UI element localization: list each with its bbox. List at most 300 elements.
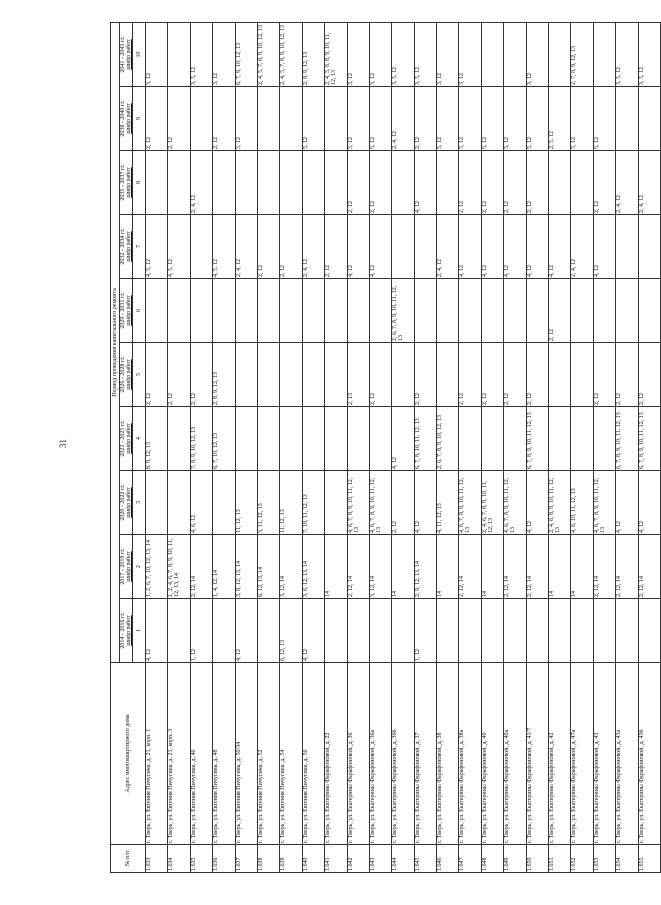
num-header: № п/п bbox=[111, 845, 146, 873]
work-code-cell: 4, 12 bbox=[549, 215, 571, 279]
work-code-cell bbox=[146, 471, 168, 535]
work-code-cell: 2, 12 bbox=[638, 343, 660, 407]
row-number: 1.655 bbox=[638, 845, 660, 873]
work-code-cell bbox=[302, 151, 324, 215]
work-code-cell: 5, 12 bbox=[459, 87, 481, 151]
work-code-cell: 3, 6, 12, 13, 14 bbox=[302, 535, 324, 599]
work-code-cell bbox=[549, 343, 571, 407]
work-code-cell: 5, 12 bbox=[347, 87, 369, 151]
work-code-cell bbox=[571, 279, 593, 343]
table-row bbox=[437, 22, 459, 872]
work-code-cell: 3, 12 bbox=[369, 22, 391, 86]
work-code-cell: 2, 4, 12 bbox=[235, 215, 257, 279]
work-code-cell bbox=[504, 599, 526, 663]
work-code-cell: 2, 12 bbox=[392, 471, 414, 535]
work-code-cell: 6, 7, 10, 12, 13 bbox=[213, 407, 235, 471]
work-code-cell bbox=[190, 279, 212, 343]
work-code-cell: 2, 12, 14 bbox=[638, 535, 660, 599]
page-number: 31 bbox=[58, 439, 68, 448]
work-code-cell: 7, 8, 9, 10, 12, 13 bbox=[190, 407, 212, 471]
work-code-cell: 4, 6, 7, 8, 9, 10, 11, 12, 13 bbox=[504, 471, 526, 535]
work-code-cell bbox=[325, 343, 347, 407]
work-code-cell: 5, 12 bbox=[302, 87, 324, 151]
work-code-cell: 4, 5, 12 bbox=[146, 215, 168, 279]
row-address: г. Тверь, ул. Евгения Пичугина, д. 52 bbox=[257, 663, 279, 845]
work-code-cell bbox=[616, 215, 638, 279]
row-number: 1.639 bbox=[280, 845, 302, 873]
work-code-cell: 2, 12 bbox=[146, 87, 168, 151]
work-code-cell: 5, 12 bbox=[526, 87, 548, 151]
row-address: г. Тверь, ул. Екатерины Фарафоновой, д. 38а bbox=[459, 663, 481, 845]
table-row bbox=[213, 22, 235, 872]
work-code-cell: 4, 6, 7, 8, 9, 10, 11, 12, 13 bbox=[347, 471, 369, 535]
work-code-cell: 5, 12 bbox=[571, 87, 593, 151]
work-code-cell: 2, 12 bbox=[504, 343, 526, 407]
work-code-cell: 4, 12 bbox=[302, 599, 324, 663]
work-code-cell bbox=[616, 87, 638, 151]
work-code-cell bbox=[302, 343, 324, 407]
work-code-cell: 3, 5, 12 bbox=[414, 22, 436, 86]
work-code-cell: 2, 12 bbox=[280, 215, 302, 279]
work-code-cell: 2, 12 bbox=[168, 87, 190, 151]
column-number: 6 bbox=[133, 279, 146, 343]
work-code-cell: 6, 7, 8, 10, 11, 12, 13 bbox=[414, 407, 436, 471]
work-code-cell bbox=[213, 471, 235, 535]
row-address: г. Тверь, ул. Екатерины Фарафоновой, д. 22 bbox=[325, 663, 347, 845]
work-code-cell: 3, 5, 12 bbox=[190, 22, 212, 86]
work-code-cell: 14 bbox=[571, 535, 593, 599]
work-code-cell: 2, 9, 12, 13, 14 bbox=[414, 535, 436, 599]
work-code-cell bbox=[437, 279, 459, 343]
table-body bbox=[146, 22, 661, 872]
work-code-label: шифр работ bbox=[126, 423, 132, 454]
work-code-cell bbox=[213, 599, 235, 663]
column-number: 5 bbox=[133, 343, 146, 407]
work-code-cell bbox=[325, 151, 347, 215]
work-code-cell bbox=[593, 599, 615, 663]
column-number: 2 bbox=[133, 535, 146, 599]
work-code-cell bbox=[369, 599, 391, 663]
work-code-cell: 4, 12 bbox=[481, 215, 503, 279]
work-code-cell: 6, 12, 13 bbox=[280, 599, 302, 663]
work-code-cell bbox=[280, 407, 302, 471]
work-code-cell: 2, 12 bbox=[146, 343, 168, 407]
work-code-cell: 1, 12 bbox=[414, 599, 436, 663]
work-code-cell bbox=[414, 279, 436, 343]
work-code-cell: 1, 12 bbox=[190, 599, 212, 663]
work-code-cell bbox=[392, 599, 414, 663]
work-code-cell: 4, 12 bbox=[392, 407, 414, 471]
work-code-cell bbox=[369, 407, 391, 471]
work-code-cell: 2, 12 bbox=[593, 151, 615, 215]
work-code-cell: 2, 12, 14 bbox=[504, 535, 526, 599]
work-code-cell: 2, 6, 7, 8, 9, 10, 11, 12, 13 bbox=[392, 279, 414, 343]
period-label: 2035 - 2037 гг. bbox=[120, 164, 126, 201]
row-number: 1.643 bbox=[369, 845, 391, 873]
work-code-cell: 2, 12, 14 bbox=[526, 535, 548, 599]
period-header: Период проведения капитального ремонта bbox=[111, 22, 120, 662]
table-row bbox=[549, 22, 571, 872]
table-row bbox=[571, 22, 593, 872]
work-code-label: шифр работ bbox=[126, 167, 132, 198]
work-code-cell bbox=[257, 151, 279, 215]
work-code-cell: 6, 7, 8, 9, 10, 11, 12, 13 bbox=[616, 407, 638, 471]
period-column-header bbox=[120, 279, 133, 343]
work-code-cell: 2, 12 bbox=[549, 279, 571, 343]
work-code-cell bbox=[168, 471, 190, 535]
work-code-cell: 14 bbox=[549, 535, 571, 599]
work-code-cell: 4, 12 bbox=[616, 471, 638, 535]
work-code-cell bbox=[257, 343, 279, 407]
work-code-cell bbox=[168, 279, 190, 343]
work-code-cell bbox=[235, 151, 257, 215]
work-code-cell bbox=[325, 279, 347, 343]
work-code-cell bbox=[459, 407, 481, 471]
work-code-cell bbox=[280, 87, 302, 151]
table-row bbox=[459, 22, 481, 872]
work-code-cell bbox=[168, 151, 190, 215]
work-code-cell: 6, 12, 13, 14 bbox=[257, 535, 279, 599]
row-number: 1.654 bbox=[616, 845, 638, 873]
row-number: 1.651 bbox=[549, 845, 571, 873]
work-code-cell bbox=[504, 279, 526, 343]
work-code-label: шифр работ bbox=[126, 487, 132, 518]
work-code-cell: 4, 11, 12, 13 bbox=[437, 471, 459, 535]
work-code-cell: 4, 12 bbox=[369, 215, 391, 279]
work-code-cell: 2, 12 bbox=[504, 151, 526, 215]
row-number: 1.637 bbox=[235, 845, 257, 873]
period-column-header bbox=[120, 87, 133, 151]
work-code-cell: 3, 12 bbox=[213, 22, 235, 86]
work-code-cell: 2, 4, 12 bbox=[638, 151, 660, 215]
work-code-cell: 4, 12 bbox=[459, 215, 481, 279]
work-code-cell bbox=[235, 407, 257, 471]
row-address: г. Тверь, ул. Евгения Пичугина, д. 54 bbox=[280, 663, 302, 845]
work-code-cell bbox=[437, 599, 459, 663]
row-address: г. Тверь, ул. Евгения Пичугина, д. 46 bbox=[190, 663, 212, 845]
work-code-cell: 4, 12 bbox=[235, 599, 257, 663]
work-code-cell bbox=[213, 279, 235, 343]
work-code-cell: 5, 12 bbox=[504, 87, 526, 151]
period-column-header bbox=[120, 22, 133, 86]
table-row bbox=[526, 22, 548, 872]
work-code-cell: 4, 6, 7, 8, 9, 10, 11, 12, 13 bbox=[593, 471, 615, 535]
work-code-cell: 4, 12 bbox=[146, 599, 168, 663]
work-code-cell bbox=[593, 407, 615, 471]
work-code-cell: 4, 12 bbox=[526, 471, 548, 535]
table-row bbox=[414, 22, 436, 872]
table-row bbox=[168, 22, 190, 872]
row-number: 1.649 bbox=[504, 845, 526, 873]
column-number: 3 bbox=[133, 471, 146, 535]
table-row bbox=[280, 22, 302, 872]
table-row bbox=[257, 22, 279, 872]
table-row bbox=[638, 22, 660, 872]
period-label: 2029 - 2031 гг. bbox=[120, 292, 126, 329]
period-column-header bbox=[120, 407, 133, 471]
work-code-cell: 4, 6, 10, 11, 12, 13 bbox=[571, 471, 593, 535]
row-number: 1.652 bbox=[571, 845, 593, 873]
period-column-header bbox=[120, 535, 133, 599]
work-code-label: шифр работ bbox=[126, 103, 132, 134]
period-column-header bbox=[120, 151, 133, 215]
row-number: 1.648 bbox=[481, 845, 503, 873]
work-code-label: шифр работ bbox=[126, 551, 132, 582]
row-address: г. Тверь, ул. Екатерины Фарафоновой, д. 42 bbox=[549, 663, 571, 845]
row-address: г. Тверь, ул. Екатерины Фарафоновой, д. 37 bbox=[414, 663, 436, 845]
work-code-cell: 5, 12 bbox=[593, 87, 615, 151]
table-row bbox=[302, 22, 324, 872]
capital-repair-table bbox=[110, 22, 661, 873]
work-code-cell: 2, 12, 14 bbox=[190, 535, 212, 599]
work-code-cell: 6, 7, 9, 10, 12, 13 bbox=[235, 22, 257, 86]
table-row bbox=[347, 22, 369, 872]
work-code-cell: 3, 12 bbox=[347, 22, 369, 86]
work-code-cell: 2, 4, 12 bbox=[437, 215, 459, 279]
work-code-cell: 4, 12 bbox=[526, 215, 548, 279]
table-row bbox=[504, 22, 526, 872]
work-code-cell: 3, 11, 12, 13 bbox=[257, 471, 279, 535]
work-code-cell: 2, 12 bbox=[593, 343, 615, 407]
work-code-cell: 2, 12 bbox=[347, 151, 369, 215]
period-column-header bbox=[120, 343, 133, 407]
column-number: 10 bbox=[133, 22, 146, 86]
work-code-cell: 3, 5, 12 bbox=[638, 22, 660, 86]
row-number: 1.645 bbox=[414, 845, 436, 873]
work-code-cell: 3, 12, 14 bbox=[369, 535, 391, 599]
period-label: 2017 - 2019 гг. bbox=[120, 548, 126, 585]
work-code-cell: 2, 4, 5, 7, 8, 9, 10, 12, 13 bbox=[280, 22, 302, 86]
work-code-cell: 2, 12 bbox=[526, 151, 548, 215]
work-code-cell: 3, 12 bbox=[526, 22, 548, 86]
work-code-cell bbox=[235, 343, 257, 407]
work-code-cell: 14 bbox=[437, 535, 459, 599]
work-code-cell: 2, 12 bbox=[325, 215, 347, 279]
work-code-cell: 3, 12 bbox=[437, 22, 459, 86]
address-header: Адрес многоквартирного дома bbox=[111, 663, 146, 845]
work-code-cell bbox=[190, 215, 212, 279]
work-code-cell bbox=[437, 343, 459, 407]
work-code-cell: 3, 5, 12 bbox=[616, 22, 638, 86]
table-header bbox=[111, 22, 146, 872]
work-code-cell bbox=[638, 599, 660, 663]
work-code-cell bbox=[257, 407, 279, 471]
work-code-label: шифр работ bbox=[126, 231, 132, 262]
work-code-cell bbox=[481, 599, 503, 663]
work-code-cell: 2, 5, 12 bbox=[549, 87, 571, 151]
row-number: 1.647 bbox=[459, 845, 481, 873]
work-code-cell: 2, 12 bbox=[481, 343, 503, 407]
work-code-cell: 2, 12 bbox=[414, 343, 436, 407]
work-code-cell bbox=[302, 407, 324, 471]
work-code-cell bbox=[549, 599, 571, 663]
work-code-cell bbox=[280, 151, 302, 215]
table-row bbox=[392, 22, 414, 872]
work-code-cell: 1, 4, 12, 14 bbox=[213, 535, 235, 599]
work-code-label: шифр работ bbox=[126, 39, 132, 70]
work-code-cell bbox=[168, 599, 190, 663]
work-code-cell bbox=[146, 151, 168, 215]
row-address: г. Тверь, ул. Евгения Пичугина, д. 56 bbox=[302, 663, 324, 845]
column-number: 8 bbox=[133, 151, 146, 215]
work-code-cell: 2, 6, 7, 8, 9, 10, 12, 13 bbox=[437, 407, 459, 471]
work-code-label: шифр работ bbox=[126, 359, 132, 390]
row-address: г. Тверь, ул. Екатерины Фарафоновой, д. 38 bbox=[437, 663, 459, 845]
period-column-header bbox=[120, 215, 133, 279]
work-code-cell: 2, 12, 14 bbox=[459, 535, 481, 599]
work-code-cell bbox=[392, 215, 414, 279]
work-code-cell bbox=[168, 22, 190, 86]
work-code-cell: 2, 12 bbox=[414, 87, 436, 151]
row-number: 1.640 bbox=[302, 845, 324, 873]
work-code-cell bbox=[593, 22, 615, 86]
work-code-cell: 2, 12 bbox=[616, 343, 638, 407]
work-code-cell bbox=[257, 279, 279, 343]
work-code-cell: 2, 4, 12 bbox=[392, 87, 414, 151]
table-row bbox=[325, 22, 347, 872]
row-address: г. Тверь, ул. Екатерины Фарафоновой, д. 47а bbox=[571, 663, 593, 845]
work-code-cell: 2, 4, 12 bbox=[190, 151, 212, 215]
work-code-cell: 3, 5, 12 bbox=[392, 22, 414, 86]
work-code-cell: 8, 9, 12, 13 bbox=[146, 407, 168, 471]
work-code-cell bbox=[638, 279, 660, 343]
work-code-cell bbox=[347, 599, 369, 663]
work-code-cell: 2, 8, 9, 12, 13 bbox=[213, 343, 235, 407]
work-code-cell: 1, 2, 6, 7, 10, 12, 13, 14 bbox=[146, 535, 168, 599]
work-code-cell: 2, 4, 6, 7, 8, 9, 10, 11, 12, 13 bbox=[481, 471, 503, 535]
row-address: г. Тверь, ул. Екатерины Фарафоновой, д. 36а bbox=[369, 663, 391, 845]
work-code-cell: 5, 12 bbox=[235, 87, 257, 151]
work-code-cell: 3, 8, 12, 13, 14 bbox=[235, 535, 257, 599]
work-code-cell bbox=[481, 407, 503, 471]
row-address: г. Тверь, ул. Екатерины Фарафоновой, д. 40а bbox=[504, 663, 526, 845]
row-address: г. Тверь, ул. Екатерины Фарафоновой, д. 43б bbox=[638, 663, 660, 845]
row-number: 1.641 bbox=[325, 845, 347, 873]
work-code-cell bbox=[257, 87, 279, 151]
work-code-cell bbox=[571, 151, 593, 215]
work-code-cell bbox=[325, 599, 347, 663]
work-code-cell bbox=[325, 407, 347, 471]
work-code-cell: 2, 13 bbox=[347, 343, 369, 407]
work-code-cell: 4, 5, 12 bbox=[168, 215, 190, 279]
period-label: 2032 - 2034 гг. bbox=[120, 228, 126, 265]
work-code-cell bbox=[302, 279, 324, 343]
work-code-cell: 2, 12, 14 bbox=[616, 535, 638, 599]
work-code-cell: 2, 7, 8, 9, 12, 13 bbox=[571, 22, 593, 86]
work-code-cell bbox=[146, 279, 168, 343]
work-code-cell bbox=[549, 407, 571, 471]
table-row bbox=[481, 22, 503, 872]
row-address: г. Тверь, ул. Евгения Пичугина, д. 21, корп. 3 bbox=[168, 663, 190, 845]
work-code-cell: 2, 4, 12 bbox=[571, 215, 593, 279]
work-code-cell bbox=[392, 343, 414, 407]
row-address: г. Тверь, ул. Екатерины Фарафоновой, д. 43а bbox=[616, 663, 638, 845]
row-address: г. Тверь, ул. Евгения Пичугина, д. 21, корп. 1 bbox=[146, 663, 168, 845]
period-column-header bbox=[120, 471, 133, 535]
row-number: 1.634 bbox=[168, 845, 190, 873]
work-code-cell: 11, 12, 13 bbox=[235, 471, 257, 535]
work-code-cell: 3, 12, 14 bbox=[280, 535, 302, 599]
work-code-cell bbox=[347, 279, 369, 343]
work-code-cell: 4, 6, 7, 8, 9, 10, 11, 12, 13 bbox=[459, 471, 481, 535]
work-code-cell bbox=[392, 151, 414, 215]
row-number: 1.633 bbox=[146, 845, 168, 873]
period-label: 2014 - 2016 гг. bbox=[120, 612, 126, 649]
work-code-cell bbox=[549, 151, 571, 215]
table-row bbox=[369, 22, 391, 872]
column-number: 1 bbox=[133, 599, 146, 663]
row-number: 1.653 bbox=[593, 845, 615, 873]
work-code-cell: 3, 12 bbox=[146, 22, 168, 86]
work-code-cell: 2, 4, 12 bbox=[302, 215, 324, 279]
work-code-cell bbox=[168, 407, 190, 471]
work-code-cell: 2, 4, 5, 6, 8, 9, 10, 11, 12, 13 bbox=[325, 22, 347, 86]
work-code-cell bbox=[638, 215, 660, 279]
row-address: г. Тверь, ул. Екатерины Фарафоновой, д. 43 bbox=[593, 663, 615, 845]
work-code-cell: 2, 12 bbox=[481, 151, 503, 215]
work-code-cell: 5, 12 bbox=[481, 87, 503, 151]
work-code-cell: 2, 12 bbox=[369, 151, 391, 215]
work-code-cell: 4, 12 bbox=[414, 151, 436, 215]
work-code-cell bbox=[593, 279, 615, 343]
row-number: 1.644 bbox=[392, 845, 414, 873]
period-label: 2023 - 2025 гг. bbox=[120, 420, 126, 457]
work-code-cell: 14 bbox=[481, 535, 503, 599]
work-code-cell: 4, 12 bbox=[504, 215, 526, 279]
work-code-cell: 2, 12 bbox=[213, 87, 235, 151]
work-code-cell bbox=[347, 407, 369, 471]
column-number: 7 bbox=[133, 215, 146, 279]
work-code-cell bbox=[481, 279, 503, 343]
work-code-cell: 2, 12 bbox=[190, 343, 212, 407]
work-code-cell bbox=[369, 279, 391, 343]
work-code-cell bbox=[616, 599, 638, 663]
row-number: 1.642 bbox=[347, 845, 369, 873]
work-code-cell bbox=[213, 151, 235, 215]
period-label: 2026 - 2028 гг. bbox=[120, 356, 126, 393]
work-code-cell: 4, 12 bbox=[347, 215, 369, 279]
work-code-cell: 2, 4, 5, 7, 8, 9, 10, 12, 13 bbox=[257, 22, 279, 86]
column-number: 4 bbox=[133, 407, 146, 471]
period-label: 2038 - 2040 гг. bbox=[120, 100, 126, 137]
work-code-cell: 2, 12 bbox=[369, 343, 391, 407]
row-address: г. Тверь, ул. Евгения Пичугина, д. 50/34 bbox=[235, 663, 257, 845]
work-code-cell bbox=[571, 343, 593, 407]
column-number: 9 bbox=[133, 87, 146, 151]
period-label: 2020 - 2022 гг. bbox=[120, 484, 126, 521]
work-code-label: шифр работ bbox=[126, 295, 132, 326]
row-number: 1.646 bbox=[437, 845, 459, 873]
row-address: г. Тверь, ул. Екатерины Фарафоновой, д. 40 bbox=[481, 663, 503, 845]
work-code-cell: 1, 2, 4, 6, 7, 8, 9, 10, 11, 12, 13, 14 bbox=[168, 535, 190, 599]
period-column-header bbox=[120, 599, 133, 663]
row-address: г. Тверь, ул. Евгения Пичугина, д. 48 bbox=[213, 663, 235, 845]
row-number: 1.638 bbox=[257, 845, 279, 873]
period-label: 2041 - 2043 гг. bbox=[120, 36, 126, 73]
work-code-cell: 2, 12 bbox=[526, 343, 548, 407]
table-row bbox=[146, 22, 168, 872]
work-code-cell: 14 bbox=[392, 535, 414, 599]
work-code-cell: 4, 12 bbox=[593, 215, 615, 279]
table-row bbox=[616, 22, 638, 872]
table-row bbox=[235, 22, 257, 872]
work-code-cell: 4, 5, 12 bbox=[213, 215, 235, 279]
work-code-cell bbox=[257, 599, 279, 663]
work-code-cell: 14 bbox=[325, 535, 347, 599]
work-code-cell: 2, 12 bbox=[459, 343, 481, 407]
work-code-cell bbox=[549, 22, 571, 86]
work-code-cell: 3, 12 bbox=[459, 22, 481, 86]
